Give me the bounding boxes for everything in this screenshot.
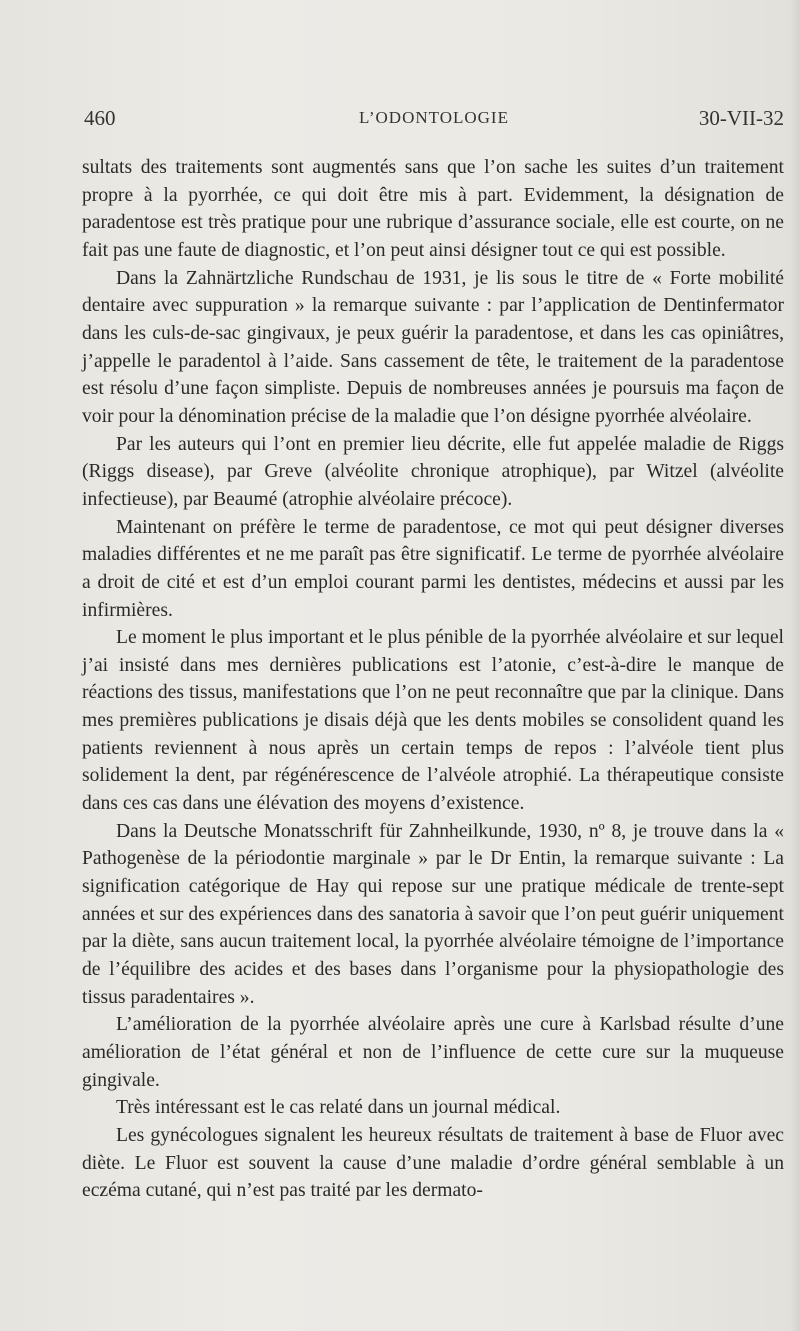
journal-title: L’ODONTOLOGIE (359, 108, 509, 127)
paragraph: sultats des traitements sont augmentés sans que l’on sache les suites d’un traitement propre à la pyorrhée, ce qui doit être mis à part. Evidemment, la désignation de paradentose est très pratique pour une rubrique d’assurance sociale, elle est courte, on ne fait pas une faute de diagnostic, et l’on peut ainsi désigner tout ce qui est possible. (82, 157, 784, 261)
running-header (84, 106, 784, 136)
paragraph: Maintenant on préfère le terme de paradentose, ce mot qui peut désigner diverses maladies différentes et ne me paraît pas être significatif. Le terme de pyorrhée alvéolaire a droit de cité et est d’un emploi courant parmi les dentistes, médecins et aussi par les infirmières. (82, 516, 784, 621)
paragraph: Très intéressant est le cas relaté dans un journal médical. (116, 1097, 561, 1119)
paragraph: Dans la Deutsche Monatsschrift für Zahnheilkunde, 1930, nº 8, je trouve dans la « Pathogenèse de la périodontie marginale » par le Dr Entin, la remarque suivante : La signification catégorique de Hay qui repose sur une pratique médicale de trente-sept années et sur des expériences dans des sanatoria à savoir que l’on peut guérir uniquement par la diète, sans aucun traitement local, la pyorrhée alvéolaire témoigne de l’importance de l’équilibre des acides et des bases dans l’organisme pour la physiopathologie des tissus paradentaires ». (82, 820, 784, 1008)
issue-date: 30-VII-32 (698, 106, 784, 130)
body-text (82, 154, 784, 1205)
paragraph: Les gynécologues signalent les heureux résultats de traitement à base de Fluor avec diète. Le Fluor est souvent la cause d’une maladie d’ordre général semblable à un eczéma cutané, qui n’est pas traité par les dermato- (82, 1124, 784, 1202)
paragraph: Par les auteurs qui l’ont en premier lieu décrite, elle fut appelée maladie de Riggs (Riggs disease), par Greve (alvéolite chronique atrophique), par Witzel (alvéolite infectieuse), par Beaumé (atrophie alvéolaire précoce). (82, 433, 784, 510)
paragraph: L’amélioration de la pyorrhée alvéolaire après une cure à Karlsbad résulte d’une amélioration de l’état général et non de l’influence de cette cure sur la muqueuse gingivale. (82, 1014, 784, 1091)
page-number: 460 (84, 106, 116, 130)
page-edge-shadow (790, 0, 800, 1331)
paragraph: Dans la Zahnärtzliche Rundschau de 1931, je lis sous le titre de « Forte mobilité dentaire avec suppuration » la remarque suivante : par l’application de Dentinfermator dans les culs-de-sac gingivaux, je peux guérir la paradentose, et dans les cas opiniâtres, j’appelle le paradentol à l’aide. Sans cassement de tête, le traitement de la paradentose est résolu d’une façon simpliste. Depuis de nombreuses années je poursuis ma façon de voir pour la dénomination précise de la maladie que l’on désigne pyorrhée alvéolaire. (82, 267, 784, 427)
paragraph: Le moment le plus important et le plus pénible de la pyorrhée alvéolaire et sur lequel j’ai insisté dans mes dernières publications est l’atonie, c’est-à-dire le manque de réactions des tissus, manifestations que l’on ne peut reconnaître que par la clinique. Dans mes premières publications je disais déjà que les dents mobiles se consolident quand les patients reviennent à nous après un certain temps de repos : l’alvéole tient plus solidement la dent, par régénérescence de l’alvéole atrophié. La thérapeutique consiste dans ces cas dans une élévation des moyens d’existence. (82, 627, 784, 815)
